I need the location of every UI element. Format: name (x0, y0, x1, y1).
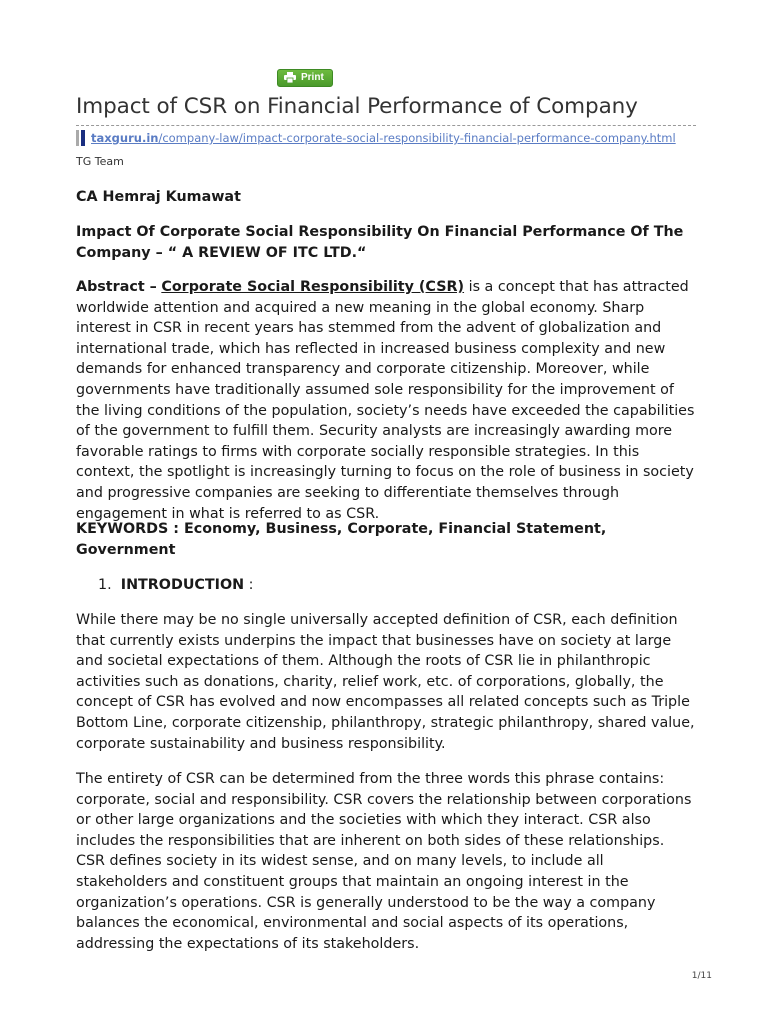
page-number: 1/11 (691, 971, 712, 981)
url-marker-icon (76, 130, 85, 146)
printer-icon (284, 72, 296, 83)
intro-title: INTRODUCTION (120, 577, 245, 593)
csr-link[interactable]: Corporate Social Responsibility (CSR) (161, 279, 465, 295)
intro-suffix: : (244, 577, 254, 593)
article-author: CA Hemraj Kumawat (76, 189, 241, 205)
article-heading: Impact Of Corporate Social Responsibility On Financial Performance Of The Company – “ A REVIEW OF ITC LTD.“ (76, 224, 684, 261)
keywords-line2: Government (76, 541, 176, 558)
intro-paragraph-2: The entirety of CSR can be determined from the three words this phrase contains: corporate, social and responsibility. CSR covers the relationship between corporations or other large organizations and the societies with which they interact. CSR also includes the responsibilities that are inherent on both sides of these relationships. CSR defines society in its widest sense, and on many levels, to include all stakeholders and constituent groups that maintain an ongoing interest in the organization’s operations. CSR is generally understood to be the way a company balances the economical, environmental and social aspects of its operations, addressing the expectations of its stakeholders. (76, 771, 692, 952)
print-toolbar (277, 68, 333, 87)
keywords (76, 519, 696, 560)
page-title: Impact of CSR on Financial Performance of Company (76, 94, 638, 119)
url-path: /company-law/impact-corporate-social-responsibility-financial-performance-company.html (158, 131, 676, 145)
byline: TG Team (76, 155, 124, 168)
url-domain: taxguru.in (91, 131, 159, 145)
source-url-link[interactable] (91, 131, 676, 145)
print-label: Print (301, 72, 324, 83)
keywords-line1: KEYWORDS : Economy, Business, Corporate, Financial Statement, (76, 521, 607, 537)
title-divider (76, 125, 696, 126)
intro-paragraph-1: While there may be no single universally accepted definition of CSR, each definition that currently exists underpins the impact that businesses have on society at large and societal expectations of them. Although the roots of CSR lie in philanthropic activities such as donations, charity, relief work, etc. of corporations, globally, the concept of CSR has evolved and now encompasses all related concepts such as Triple Bottom Line, corporate citizenship, philanthropy, strategic philanthropy, shared value, corporate sustainability and business responsibility. (76, 612, 695, 752)
intro-number: 1. (98, 577, 112, 593)
abstract-paragraph (76, 277, 696, 524)
abstract-label: Abstract – (76, 279, 157, 295)
print-button[interactable] (277, 69, 333, 87)
intro-heading (98, 575, 718, 596)
source-url-row (76, 130, 676, 146)
abstract-text: is a concept that has attracted worldwide attention and acquired a new meaning in the global economy. Sharp interest in CSR in recent years has stemmed from the advent of globalization and international trade, which has reflected in increased business complexity and new demands for enhanced transparency and corporate citizenship. Moreover, while governments have traditionally assumed sole responsibility for the improvement of the living conditions of the population, society’s needs have exceeded the capabilities of the government to fulfill them. Security analysts are increasingly awarding more favorable ratings to firms with corporate socially responsible strategies. In this context, the spotlight is increasingly turning to focus on the role of business in society and progressive companies are seeking to differentiate themselves through engagement in what is referred to as CSR. (76, 279, 695, 522)
